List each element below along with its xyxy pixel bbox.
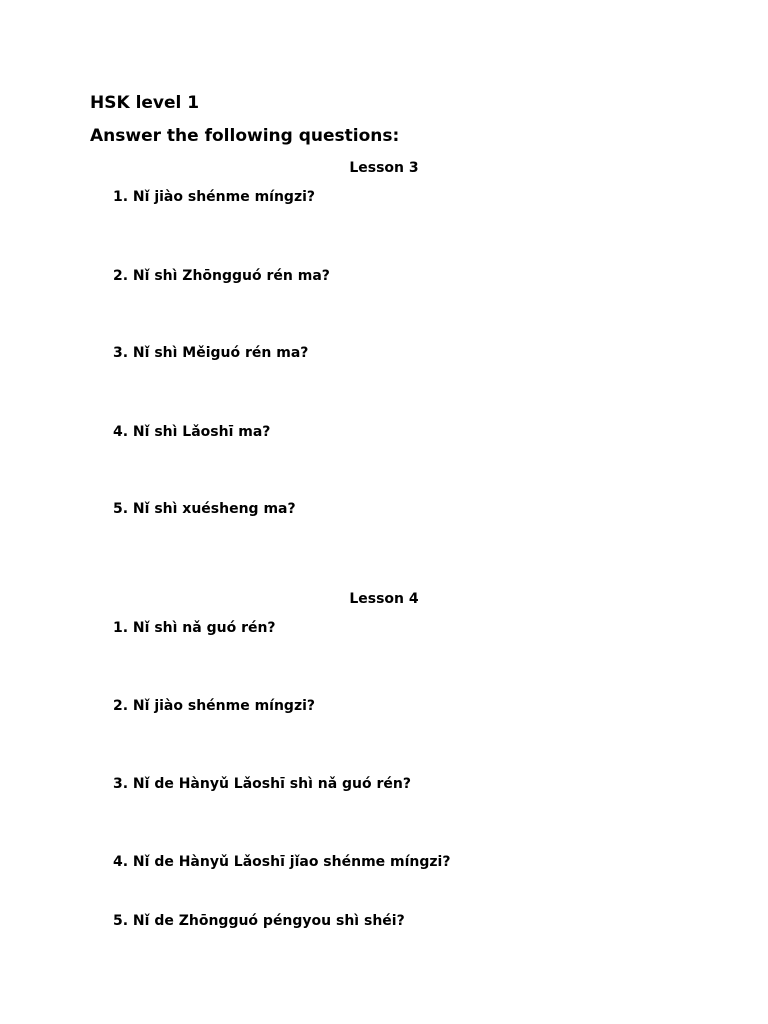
question-item: 4. Nǐ de Hànyǔ Lǎoshī jǐao shénme míngzi? bbox=[113, 854, 451, 870]
lesson-heading: Lesson 4 bbox=[349, 591, 419, 607]
document-title: HSK level 1 bbox=[90, 93, 200, 113]
lesson-heading: Lesson 3 bbox=[349, 160, 419, 176]
instructions-heading: Answer the following questions: bbox=[90, 126, 400, 146]
question-item: 3. Nǐ shì Měiguó rén ma? bbox=[113, 345, 309, 361]
question-item: 1. Nǐ jiào shénme míngzi? bbox=[113, 189, 316, 205]
question-item: 5. Nǐ de Zhōngguó péngyou shì shéi? bbox=[113, 913, 405, 929]
question-item: 4. Nǐ shì Lǎoshī ma? bbox=[113, 424, 271, 440]
question-item: 1. Nǐ shì nǎ guó rén? bbox=[113, 620, 276, 636]
question-item: 5. Nǐ shì xuésheng ma? bbox=[113, 501, 296, 517]
question-item: 2. Nǐ jiào shénme míngzi? bbox=[113, 698, 316, 714]
question-item: 3. Nǐ de Hànyǔ Lǎoshī shì nǎ guó rén? bbox=[113, 776, 411, 792]
question-item: 2. Nǐ shì Zhōngguó rén ma? bbox=[113, 268, 330, 284]
